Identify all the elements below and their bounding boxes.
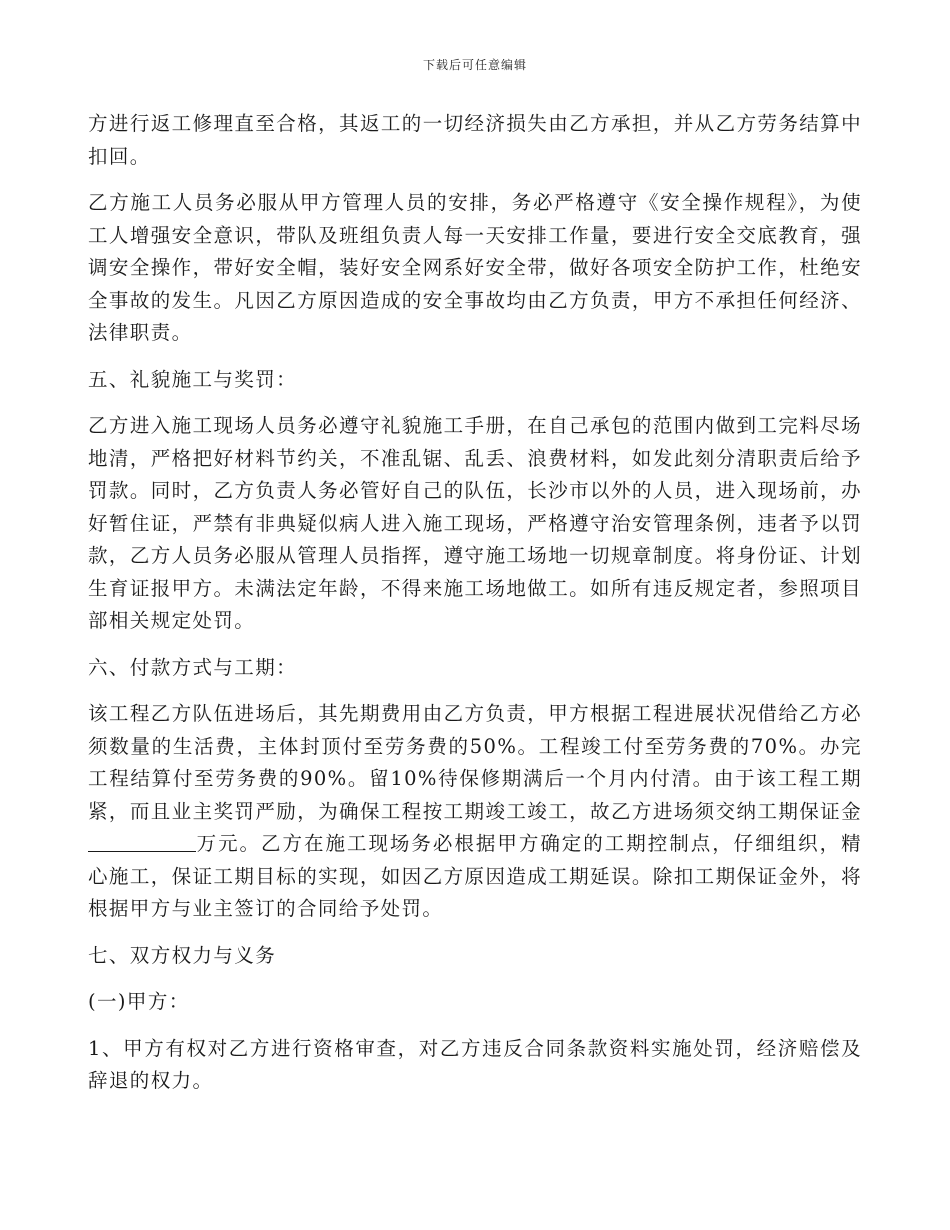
section-heading-civilized-construction: 五、礼貌施工与奖罚： xyxy=(88,367,298,391)
paragraph-party-a-right-1: 1、甲方有权对乙方进行资格审查，对乙方违反合同条款资料实施处罚，经济赔偿及辞退的权力。 xyxy=(88,1036,862,1092)
paragraph-payment-schedule xyxy=(88,698,862,926)
deposit-amount-blank xyxy=(88,831,196,852)
page-header-note: 下载后可任意编辑 xyxy=(422,58,527,72)
paragraph-rework: 方进行返工修理直至合格，其返工的一切经济损失由乙方承担，并从乙方劳务结算中扣回。 xyxy=(88,112,862,168)
section-heading-rights-obligations: 七、双方权力与义务 xyxy=(88,943,277,967)
payment-text-after-blank: 万元。乙方在施工现场务必根据甲方确定的工期控制点，仔细组织，精心施工，保证工期目标的实现，如因乙方原因造成工期延误。除扣工期保证金外，将根据甲方与业主签订的合同给予处罚。 xyxy=(88,832,862,920)
subsection-heading-party-a: (一)甲方： xyxy=(88,990,190,1013)
paragraph-site-rules: 乙方进入施工现场人员务必遵守礼貌施工手册，在自己承包的范围内做到工完料尽场地清，严格把好材料节约关，不准乱锯、乱丢、浪费材料，如发此刻分清职责后给予罚款。同时，乙方负责人务必管好自己的队伍，长沙市以外的人员，进入现场前，办好暂住证，严禁有非典疑似病人进入施工现场，严格遵守治安管理条例，违者予以罚款，乙方人员务必服从管理人员指挥，遵守施工场地一切规章制度。将身份证、计划生育证报甲方。未满法定年龄，不得来施工场地做工。如所有违反规定者，参照项目部相关规定处罚。 xyxy=(88,414,862,632)
document-body xyxy=(88,108,862,1112)
section-heading-payment: 六、付款方式与工期： xyxy=(88,655,298,679)
payment-text-before-blank: 该工程乙方队伍进场后，其先期费用由乙方负责，甲方根据工程进展状况借给乙方必须数量的生活费，主体封顶付至劳务费的50%。工程竣工付至劳务费的70%。办完工程结算付至劳务费的90%。留10%待保修期满后一个月内付清。由于该工程工期紧，而且业主奖罚严励，为确保工程按工期竣工竣工，故乙方进场须交纳工期保证金 xyxy=(88,702,862,823)
paragraph-safety: 乙方施工人员务必服从甲方管理人员的安排，务必严格遵守《安全操作规程》，为使工人增强安全意识，带队及班组负责人每一天安排工作量，要进行安全交底教育，强调安全操作，带好安全帽，装好安全网系好安全带，做好各项安全防护工作，杜绝安全事故的发生。凡因乙方原因造成的安全事故均由乙方负责，甲方不承担任何经济、法律职责。 xyxy=(88,191,862,344)
